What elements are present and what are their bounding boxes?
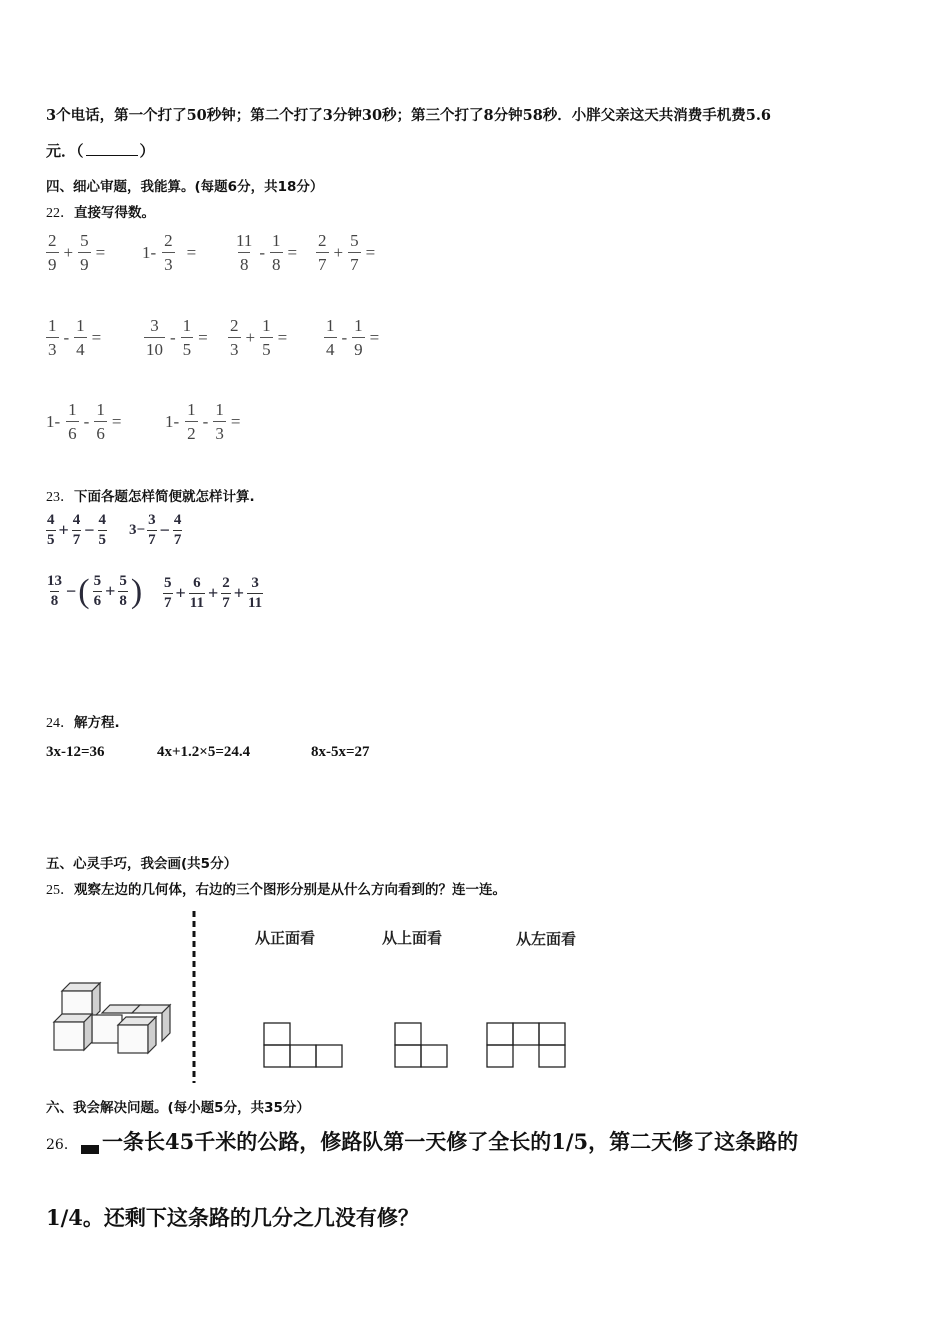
fraction: 2 3	[230, 316, 239, 359]
q26-number: 26．	[46, 1137, 78, 1153]
fraction: 1 3	[48, 316, 57, 359]
fraction: 1 4	[326, 316, 335, 359]
intro-line-2-end: ）	[139, 142, 155, 160]
view-shape-1	[264, 1023, 342, 1067]
fraction: 3 10	[146, 316, 163, 359]
q24-number: 24．	[46, 716, 74, 731]
fraction: $\frac{1}{5}$	[182, 316, 192, 359]
fraction: $\frac{2}{3}$	[164, 231, 173, 274]
q26-line-1: 一条长45千米的公路，修路队第一天修了全长的1/5，第二天修了这条路的	[102, 1129, 799, 1154]
q23-expression-2: 3− $\frac{3}{7}$ − $\frac{4}{7}$	[129, 512, 182, 548]
q23-expression-1: 4 5 + $\frac{4}{7}$ − $\frac{4}{5}$	[47, 512, 107, 548]
marker-icon	[81, 1145, 99, 1154]
view-shape-3	[487, 1023, 565, 1067]
fraction: $\frac{3}{7}$	[148, 512, 156, 548]
q23-heading	[46, 485, 255, 506]
fraction: $\frac{1}{6}$	[96, 400, 105, 443]
q25-prompt: 观察左边的几何体，右边的三个图形分别是从什么方向看到的？连一连。	[74, 882, 506, 898]
q22-item: 1- 1 2 - $\frac{1}{3}$ =	[165, 400, 241, 443]
answer-blank[interactable]	[86, 154, 138, 156]
q22-item: 3 10 - $\frac{1}{5}$ =	[146, 316, 208, 359]
fraction: $\frac{4}{5}$	[98, 512, 107, 548]
q22-item: 2 3 + $\frac{1}{5}$ =	[230, 316, 288, 359]
fraction: 13 8	[47, 573, 62, 609]
fraction: $\frac{4}{7}$	[72, 512, 81, 548]
fraction: 4 5	[47, 512, 55, 548]
fraction: 1 2	[187, 400, 196, 443]
q25-heading	[46, 878, 506, 899]
fraction: $\frac{5}{9}$	[80, 231, 89, 274]
fraction: $\frac{3}{11}$	[247, 575, 263, 611]
q22-item: 1 4 - $\frac{1}{9}$ =	[326, 316, 380, 359]
q22-item: 1 3 - $\frac{1}{4}$ =	[48, 316, 102, 359]
q22-item: 1- $\frac{2}{3}$ =	[142, 231, 197, 274]
intro-line-2	[46, 140, 155, 161]
q22-item: 2 9 + $\frac{5}{9}$ =	[48, 231, 106, 274]
q22-prompt: 直接写得数。	[74, 205, 155, 221]
fraction: $\frac{6}{11}$	[189, 575, 204, 611]
fraction: $\frac{5}{7}$	[350, 231, 359, 274]
fraction: $\frac{2}{7}$	[222, 575, 230, 611]
q22-item: 1- 1 6 - $\frac{1}{6}$ =	[46, 400, 122, 443]
q23-expression-3: 13 8 − ( 5 6 + $\frac{5}{8}$ )	[47, 572, 143, 610]
fraction: $\frac{1}{3}$	[215, 400, 224, 443]
fraction: 5 7	[164, 575, 172, 611]
fraction: $\frac{5}{8}$	[119, 573, 127, 609]
fraction: 11 8	[236, 231, 253, 274]
q26-line-2: 1/4。还剩下这条路的几分之几没有修？	[46, 1205, 419, 1230]
cube-solid	[54, 983, 170, 1053]
q25-figure	[40, 905, 600, 1090]
fraction: $\frac{1}{8}$	[272, 231, 281, 274]
section-5-title: 五、心灵手巧，我会画(共5分）	[46, 856, 238, 872]
q23-prompt: 下面各题怎样简便就怎样计算.	[74, 489, 255, 505]
q22-heading	[46, 201, 155, 222]
equation: 8x-5x=27	[311, 744, 370, 760]
q23-number: 23．	[46, 490, 74, 505]
view-label-left: 从左面看	[516, 930, 577, 948]
fraction: $\frac{1}{5}$	[262, 316, 271, 359]
fraction: $\frac{4}{7}$	[173, 512, 182, 548]
view-shape-2	[395, 1023, 447, 1067]
intro-line-1: 3个电话，第一个打了50秒钟；第二个打了3分钟30秒；第三个打了8分钟58秒．小胖父亲这天共消费手机费5.6	[46, 107, 772, 124]
view-label-top: 从上面看	[382, 929, 443, 947]
q22-item: 2 7 + $\frac{5}{7}$ =	[318, 231, 376, 274]
intro-line-2-start: 元．（	[46, 142, 84, 160]
q22-item: 11 8 - $\frac{1}{8}$ =	[236, 231, 298, 274]
equation: 3x-12=36	[46, 744, 105, 760]
q24-heading	[46, 711, 120, 732]
q23-expression-4: 5 7 + $\frac{6}{11}$ + $\frac{2}{7}$ + $\frac{3}{11}$	[164, 575, 263, 611]
fraction: $\frac{1}{4}$	[76, 316, 85, 359]
fraction: 5 6	[93, 573, 102, 609]
fraction: 2 9	[48, 231, 57, 274]
fraction: 2 7	[318, 231, 327, 274]
equation: 4x+1.2×5=24.4	[157, 744, 251, 760]
section-6-title: 六、我会解决问题。(每小题5分，共35分）	[46, 1100, 310, 1116]
q25-number: 25．	[46, 883, 74, 898]
q22-number: 22．	[46, 206, 74, 221]
fraction: $\frac{1}{9}$	[354, 316, 363, 359]
section-4-title: 四、细心审题，我能算。(每题6分，共18分）	[46, 179, 324, 195]
view-label-front: 从正面看	[255, 929, 316, 947]
fraction: 1 6	[68, 400, 77, 443]
q24-prompt: 解方程.	[74, 715, 120, 731]
